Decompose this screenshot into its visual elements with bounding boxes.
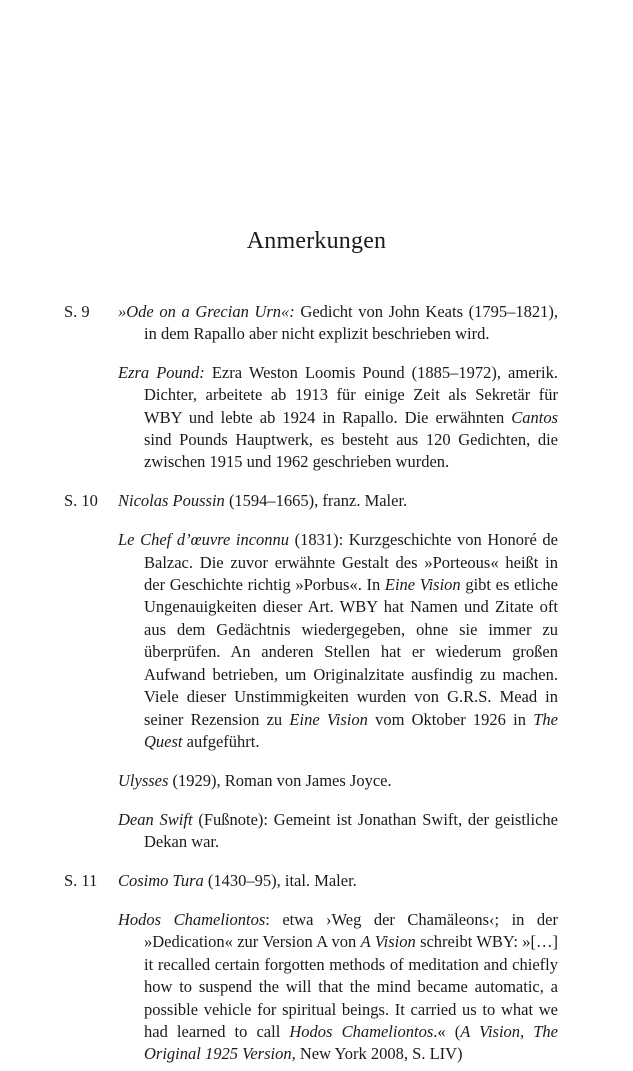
note-entry (118, 490, 558, 512)
page-reference: S. 11 (64, 871, 98, 891)
page-reference: S. 9 (64, 301, 90, 321)
note-text: sind Pounds Hauptwerk, es besteht aus 120 Gedichten, die zwischen 1915 und 1962 geschrieben wurden. (144, 430, 558, 472)
note-entry (118, 909, 558, 1066)
note-term: Hodos Chameliontos (118, 909, 266, 929)
note-text: , New York 2008, S. LIV) (291, 1044, 463, 1064)
note-text: (1430–95), ital. Maler. (203, 871, 357, 891)
note-title-ref: Eine Vision (289, 709, 368, 729)
note-text: schreibt WBY: »[…] it recalled certain forgotten methods of meditation and chiefly how to suspend the will that the mind became automatic, a possible vehicle for spiritual beings. It carried us to what we had learned to call (144, 932, 558, 1041)
note-text: Ezra Weston Loomis Pound (1885–1972), amerik. Dichter, arbeitete ab 1913 für einige Zeit als Sekretär für WBY und lebte ab 1924 in Rapallo. Die erwähnten (144, 362, 558, 427)
page-reference: S. 10 (64, 491, 98, 511)
note-title-ref: Hodos Chameliontos (289, 1021, 434, 1041)
note-entry (118, 362, 558, 474)
note-term: Ulysses (118, 770, 169, 790)
note-section-s9 (64, 301, 558, 474)
note-text: vom Oktober 1926 in (367, 709, 534, 729)
note-title-ref: A Vision, The Original 1925 Version (144, 1021, 558, 1064)
note-title-ref: Eine Vision (384, 575, 461, 595)
note-term: Cosimo Tura (118, 871, 204, 891)
note-text: aufgeführt. (182, 731, 260, 751)
note-section-s10 (64, 490, 558, 853)
note-term: Nicolas Poussin (118, 491, 225, 511)
note-text: (1594–1665), franz. Maler. (224, 491, 408, 511)
note-text: (Fußnote): Gemeint ist Jonathan Swift, der geistliche Dekan war. (144, 809, 558, 852)
note-text: (1929), Roman von James Joyce. (168, 770, 392, 790)
note-section-s11 (64, 870, 558, 1066)
note-title-ref: The Quest (144, 709, 558, 751)
note-title-ref: A Vision (360, 932, 416, 952)
note-entry (118, 529, 558, 753)
note-text: (1831): Kurzgeschichte von Honoré de Balzac. Die zuvor erwähnte Gestalt des »Porteous« heißt in der Geschichte richtig »Porbus«. In (144, 530, 558, 595)
note-text: : etwa ›Weg der Chamäleons‹; in der »Dedication« zur Version A von (144, 909, 558, 952)
note-term: »Ode on a Grecian Urn«: (118, 301, 295, 321)
note-term: Ezra Pound: (118, 362, 205, 382)
note-term: Dean Swift (118, 809, 193, 829)
note-entry (118, 301, 558, 346)
note-text: Gedicht von John Keats (1795–1821), in dem Rapallo aber nicht explizit beschrieben wird. (144, 301, 558, 343)
note-title-ref: Cantos (511, 407, 558, 427)
note-text: gibt es etliche Ungenauigkeiten dieser Art. WBY hat Namen und Zitate oft aus dem Gedächtnis wiedergegeben, ohne sie immer zu überprüfen. An anderen Stellen hat er wiederum großen Aufwand betrieben, um Originalzitate ausfindig zu machen. Viele dieser Unstimmigkeiten wurden von G.R.S. Mead in seiner Rezension zu (144, 575, 558, 729)
note-term: Le Chef d’œuvre inconnu (118, 530, 290, 550)
note-entry (118, 870, 558, 892)
notes-list (64, 284, 558, 1071)
note-entry (118, 809, 558, 854)
page-title: Anmerkungen (246, 228, 387, 254)
note-text: .« ( (433, 1021, 461, 1041)
note-entry (118, 770, 558, 792)
